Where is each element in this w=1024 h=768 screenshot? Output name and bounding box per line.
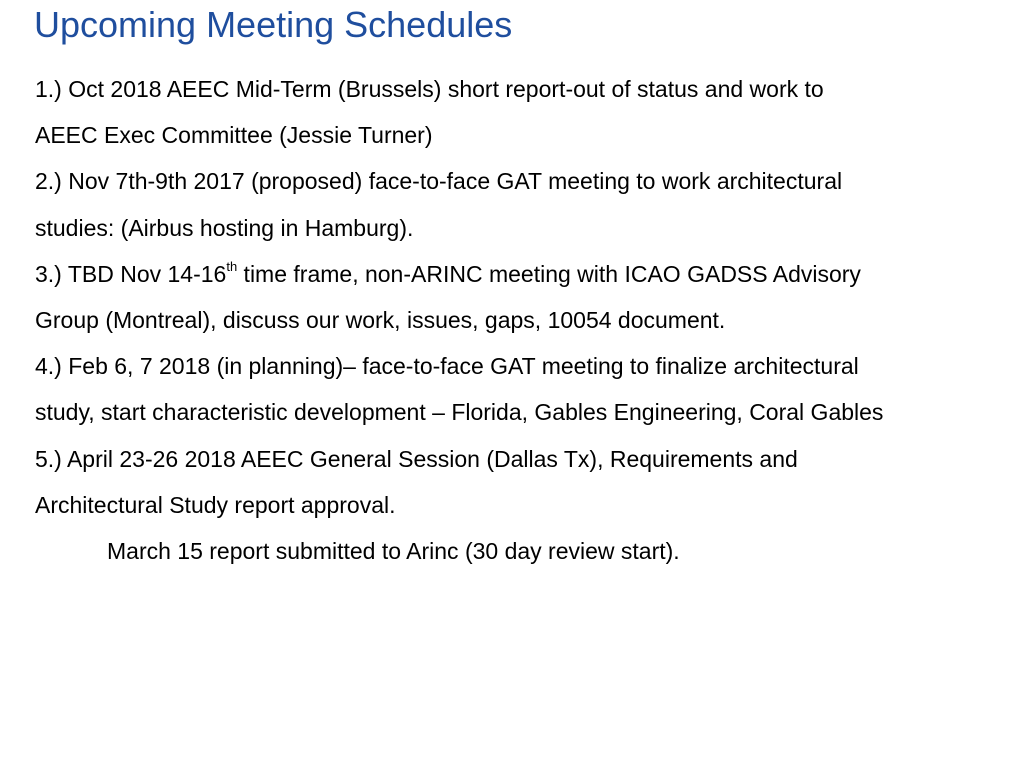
item-4-line-1: 4.) Feb 6, 7 2018 (in planning)– face-to-face GAT meeting to finalize architectural xyxy=(35,353,859,380)
item-3-line-2: Group (Montreal), discuss our work, issues, gaps, 10054 document. xyxy=(35,306,726,333)
meeting-list xyxy=(35,66,1015,574)
item-3-text-pre: 3.) TBD Nov 14-16 xyxy=(35,260,227,287)
item-2-line-2: studies: (Airbus hosting in Hamburg). xyxy=(35,214,414,241)
item-5-subnote: March 15 report submitted to Arinc (30 day review start). xyxy=(107,537,680,564)
item-5-line-1: 5.) April 23-26 2018 AEEC General Session (Dallas Tx), Requirements and xyxy=(35,445,798,472)
item-3-text-post: time frame, non-ARINC meeting with ICAO GADSS Advisory xyxy=(237,260,861,287)
item-3-line-1 xyxy=(35,251,1015,297)
slide-title: Upcoming Meeting Schedules xyxy=(34,4,513,45)
item-5-line-2: Architectural Study report approval. xyxy=(35,491,396,518)
item-1-line-1: 1.) Oct 2018 AEEC Mid-Term (Brussels) short report-out of status and work to xyxy=(35,76,824,102)
item-1-line-2: AEEC Exec Committee (Jessie Turner) xyxy=(35,122,433,149)
item-4-line-2: study, start characteristic development – Florida, Gables Engineering, Coral Gables xyxy=(35,399,884,426)
item-2-line-1: 2.) Nov 7th-9th 2017 (proposed) face-to-face GAT meeting to work architectural xyxy=(35,168,843,195)
item-3-superscript: th xyxy=(226,259,238,275)
